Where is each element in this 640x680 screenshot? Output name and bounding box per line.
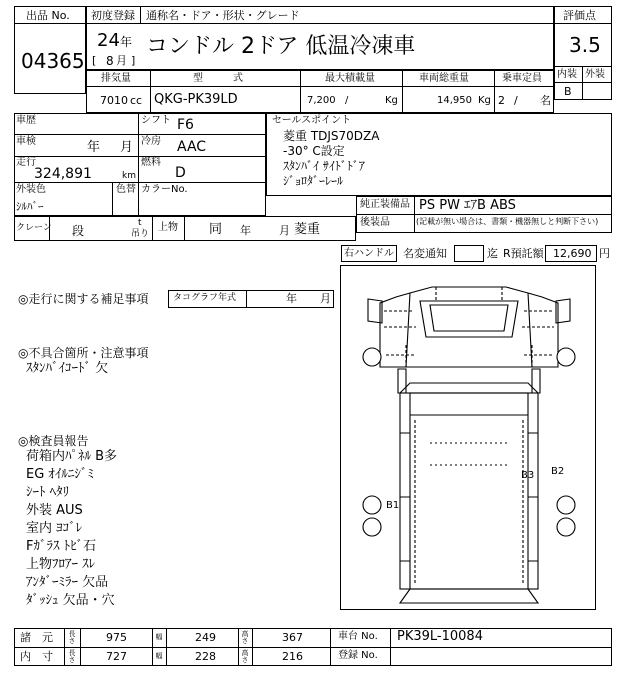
inspector-line: ｼｰﾄ ﾍﾀﾘ	[26, 485, 70, 500]
crane-ton-unit: t	[138, 218, 142, 228]
upper-body-month-unit: 月	[279, 224, 290, 237]
mileage-unit: km	[122, 171, 136, 181]
truck-outline-diagram	[340, 265, 596, 610]
score-label: 評価点	[563, 9, 596, 22]
registration-month-bracket-open: [	[92, 54, 97, 67]
lot-number: 04365	[21, 49, 85, 73]
crane-hang-unit: 吊り	[131, 229, 150, 239]
aftermarket-label: 後装品	[360, 217, 390, 228]
crane-label: クレーン	[16, 223, 52, 233]
registration-number-label: 登録 No.	[338, 650, 378, 661]
defect-line: ｽﾀﾝﾊﾞｲｺｰﾄﾞ 欠	[26, 361, 109, 376]
inner-length: 727	[106, 650, 127, 663]
tachograph-label: タコグラフ年式	[173, 293, 237, 303]
outer-width: 249	[195, 631, 216, 644]
inner-height: 216	[282, 650, 303, 663]
sales-point-line: ｼﾞｮﾛﾀﾞｰﾚｰﾙ	[283, 174, 344, 188]
interior-grade: B	[564, 85, 572, 98]
defects-heading: ◎不具合箇所・注意事項	[18, 346, 149, 360]
aftermarket-note: (記載が無い場合は、書類・機器無しと判断下さい)	[416, 217, 599, 226]
interior-grade-label: 内装	[557, 69, 577, 80]
genuine-equipment-label: 純正装備品	[360, 199, 410, 210]
name-change-date-box	[454, 245, 484, 262]
tachograph-year-unit: 年	[286, 292, 297, 305]
model-grade-label: 通称名・ドア・形状・グレード	[146, 9, 300, 22]
length-label: 長さ	[68, 630, 76, 644]
upper-body-maker: 菱重	[294, 222, 321, 237]
max-load-unit: Kg	[385, 95, 398, 106]
capacity-label: 乗車定員	[502, 73, 542, 84]
registration-year-unit: 年	[120, 35, 133, 49]
outer-length: 975	[106, 631, 127, 644]
gross-weight-unit: Kg	[478, 95, 491, 106]
ac-label: 冷房	[141, 136, 161, 147]
capacity-separator: /	[514, 94, 518, 107]
upper-body-year-unit: 年	[240, 224, 251, 237]
registration-month: 8	[106, 54, 114, 68]
inspector-line: EG ｵｲﾙﾆｼﾞﾐ	[26, 467, 94, 482]
right-hand-drive-label: 右ハンドル	[344, 248, 394, 259]
sales-points-label: セールスポイント	[272, 115, 352, 126]
tachograph-month-unit: 月	[320, 292, 331, 305]
damage-mark: B1	[386, 500, 400, 511]
upper-body-label: 上物	[158, 222, 178, 233]
name-change-unit: 迄	[487, 247, 498, 260]
mileage-value: 324,891	[34, 166, 92, 182]
width-label: 幅	[155, 633, 163, 640]
chassis-number: PK39L-10084	[397, 629, 483, 644]
model-code: QKG-PK39LD	[154, 92, 238, 107]
gross-weight-label: 車両総重量	[419, 73, 469, 84]
inspector-line: 室内 ﾖｺﾞﾚ	[26, 521, 83, 536]
recycle-fee-unit: 円	[599, 247, 610, 260]
sales-point-line: ｽﾀﾝﾊﾞｲ ｻｲﾄﾞﾄﾞｱ	[283, 159, 365, 173]
color-change-label: 色替	[116, 184, 136, 195]
crane-stage-unit: 段	[72, 224, 85, 238]
exterior-color: ｼﾙﾊﾞｰ	[16, 200, 44, 213]
width-label: 幅	[155, 652, 163, 659]
model-code-label: 型 式	[193, 73, 243, 84]
registration-month-bracket-close: ]	[131, 54, 136, 67]
damage-mark: B2	[551, 466, 565, 477]
gross-weight-value: 14,950	[437, 95, 472, 106]
shift-value: F6	[177, 117, 194, 133]
details-grid	[14, 113, 266, 216]
inspector-line: ｱﾝﾀﾞｰﾐﾗｰ 欠品	[26, 575, 109, 590]
inspection-label: 車検	[16, 136, 36, 147]
length-label: 長さ	[68, 649, 76, 663]
genuine-equipment: PS PW ｴｱB ABS	[419, 198, 516, 213]
exterior-grade-label: 外装	[585, 69, 605, 80]
sales-point-line: 菱重 TDJS70DZA	[283, 129, 380, 143]
lot-number-label: 出品 No.	[26, 9, 70, 22]
score-value: 3.5	[569, 33, 601, 57]
sales-point-line: -30° C設定	[283, 144, 345, 158]
mileage-label: 走行	[16, 157, 36, 168]
chassis-number-label: 車台 No.	[338, 631, 378, 642]
height-label: 高さ	[241, 649, 249, 663]
fuel-value: D	[175, 165, 186, 181]
inspector-report-heading: ◎検査員報告	[18, 434, 89, 448]
outer-dimensions-label: 諸 元	[20, 631, 53, 644]
capacity-value: 2	[498, 94, 505, 107]
inner-dimensions-label: 内 寸	[20, 650, 53, 663]
inspector-line: 上物ﾌﾛｱｰ ｽﾚ	[26, 557, 96, 572]
recycle-fee-label: R預託額	[503, 247, 544, 260]
first-registration-label: 初度登録	[91, 9, 135, 22]
outer-height: 367	[282, 631, 303, 644]
displacement-label: 排気量	[101, 73, 131, 84]
inspector-line: 外装 AUS	[26, 503, 83, 518]
driving-notes-heading: ◎走行に関する補足事項	[18, 292, 149, 306]
inspection-month-unit: 月	[120, 140, 134, 155]
name-change-label: 名変通知	[403, 247, 447, 260]
displacement-unit: cc	[130, 94, 143, 107]
fuel-label: 燃料	[141, 157, 161, 168]
displacement-value: 7010	[100, 94, 128, 107]
shift-label: シフト	[141, 115, 171, 126]
registration-year: 24	[97, 30, 120, 51]
inner-width: 228	[195, 650, 216, 663]
recycle-fee-value: 12,690	[553, 247, 592, 260]
inspection-year-unit: 年	[87, 140, 101, 155]
inspector-line: 荷箱内ﾊﾟﾈﾙ B多	[26, 449, 118, 464]
upper-body-same: 同	[209, 222, 223, 237]
inspector-line: ﾀﾞｯｼｭ 欠品・穴	[26, 593, 115, 608]
damage-mark: B3	[521, 470, 535, 481]
height-label: 高さ	[241, 630, 249, 644]
color-number-label: カラーNo.	[141, 184, 188, 195]
max-load-value: 7,200	[307, 95, 336, 106]
registration-month-unit: 月	[116, 54, 127, 67]
exterior-color-label: 外装色	[16, 184, 46, 195]
max-load-label: 最大積載量	[325, 73, 375, 84]
inspector-line: Fｶﾞﾗｽ ﾄﾋﾞ石	[26, 539, 97, 554]
max-load-separator: /	[345, 95, 349, 106]
history-label: 車歴	[16, 115, 36, 126]
ac-value: AAC	[177, 139, 207, 155]
capacity-unit: 名	[540, 94, 551, 107]
vehicle-name: コンドル 2ドア 低温冷凍車	[146, 34, 416, 59]
